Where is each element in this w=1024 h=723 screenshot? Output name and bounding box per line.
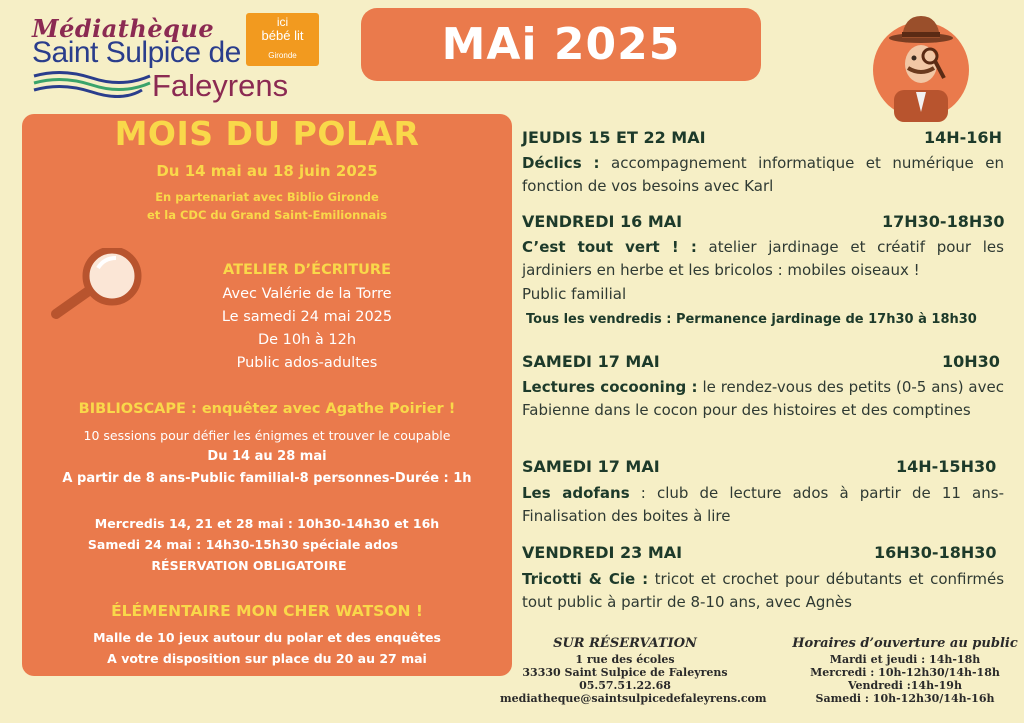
atelier-title: ATELIER D’ÉCRITURE: [222, 262, 392, 278]
event5-name: Tricotti & Cie :: [522, 570, 649, 588]
event3-name: Lectures cocooning :: [522, 378, 698, 396]
month-title-box: [361, 8, 761, 81]
partner-line2: et la CDC du Grand Saint-Emilionnais: [146, 208, 388, 222]
atelier-line: Avec Valérie de la Torre: [222, 286, 392, 302]
event1-day: JEUDIS 15 ET 22 MAI: [522, 128, 706, 147]
watson-line1: Malle de 10 jeux autour du polar et des enquêtes: [93, 630, 441, 645]
badge-line1: ici: [276, 15, 289, 29]
event1-time: 14H-16H: [924, 128, 1002, 147]
event4-day: SAMEDI 17 MAI: [522, 457, 660, 476]
biblioscape-dates: Du 14 au 28 mai: [207, 449, 327, 464]
event2-extra: Public familial: [522, 285, 627, 303]
mois-du-polar-panel: [22, 114, 512, 676]
event2-time: 17H30-18H30: [882, 212, 1005, 231]
reservation-city: 33330 Saint Sulpice de Faleyrens: [522, 666, 728, 679]
biblioscape-desc: 10 sessions pour défier les énigmes et trouver le coupable: [83, 428, 451, 443]
event2-text: [522, 236, 1004, 282]
event2-desc: atelier jardinage et créatif pour les jardiniers en herbe et les bricolos : mobiles oiseaux !: [522, 238, 1004, 279]
logo-waves-icon: [32, 70, 152, 98]
biblioscape-schedule2: Samedi 24 mai : 14h30-15h30 spéciale ados: [87, 537, 399, 552]
atelier-line: Le samedi 24 mai 2025: [221, 309, 393, 325]
logo-mediatheque: Médiathèque: [32, 14, 215, 43]
logo-saint-sulpice: Saint Sulpice de: [32, 36, 241, 69]
footer-reservation: [500, 636, 767, 705]
event2-name: C’est tout vert ! :: [522, 238, 697, 256]
hours-title: Horaires d’ouverture au public: [792, 636, 1018, 651]
ici-bebe-lit-badge: [246, 13, 319, 66]
event5-time: 16H30-18H30: [874, 543, 997, 562]
hours-line: Mardi et jeudi : 14h-18h: [829, 653, 981, 666]
logo-faleyrens: Faleyrens: [152, 68, 289, 103]
hours-line: Mercredi : 10h-12h30/14h-18h: [810, 666, 1000, 679]
event3-text: [522, 376, 1004, 422]
event4-name: Les adofans: [522, 484, 630, 502]
event5-desc: tricot et crochet pour débutants et confirmés tout public à partir de 8-10 ans, avec Agnès: [522, 570, 1005, 611]
watson-title: ÉLÉMENTAIRE MON CHER WATSON !: [111, 602, 423, 620]
badge-line2: bébé lit: [261, 28, 304, 43]
month-title: MAi 2025: [441, 19, 681, 70]
magnifying-glass-icon: [46, 248, 146, 328]
badge-line3: Gironde: [268, 51, 297, 60]
event1-desc: accompagnement informatique et numérique en fonction de vos besoins avec Karl: [522, 154, 1004, 195]
event2-note: Tous les vendredis : Permanence jardinage de 17h30 à 18h30: [526, 312, 977, 327]
reservation-obligatoire: RÉSERVATION OBLIGATOIRE: [151, 558, 347, 573]
polar-dates: Du 14 mai au 18 juin 2025: [156, 162, 378, 180]
atelier-line: De 10h à 12h: [257, 332, 357, 348]
event2-day: VENDREDI 16 MAI: [522, 212, 683, 231]
event4-text: [522, 482, 1004, 528]
biblioscape-schedule1: Mercredis 14, 21 et 28 mai : 10h30-14h30 et 16h: [94, 516, 440, 531]
reservation-title: SUR RÉSERVATION: [553, 636, 697, 651]
mois-du-polar-heading: MOIS DU POLAR: [114, 114, 420, 153]
event4-time: 14H-15H30: [896, 457, 997, 476]
event3-desc: le rendez-vous des petits (0-5 ans) avec Fabienne dans le cocon pour des histoires et des comptines: [522, 378, 1004, 419]
reservation-email[interactable]: mediatheque@saintsulpicedefaleyrens.com: [500, 692, 767, 705]
event4-desc: : club de lecture ados à partir de 11 ans-Finalisation des boites à lire: [522, 484, 1004, 525]
event1-name: Déclics :: [522, 154, 600, 172]
event3-day: SAMEDI 17 MAI: [522, 352, 660, 371]
hours-line: Samedi : 10h-12h30/14h-16h: [815, 692, 995, 705]
watson-line2: A votre disposition sur place du 20 au 27 mai: [107, 651, 427, 666]
detective-icon: [872, 12, 970, 122]
partner-line1: En partenariat avec Biblio Gironde: [155, 190, 379, 204]
footer-hours: [790, 636, 1020, 705]
hours-line: Vendredi :14h-19h: [848, 679, 962, 692]
event5-text: [522, 568, 1004, 614]
event1-text: [522, 152, 1004, 198]
reservation-phone: 05.57.51.22.68: [579, 679, 671, 692]
event5-day: VENDREDI 23 MAI: [522, 543, 683, 562]
reservation-address: 1 rue des écoles: [575, 653, 675, 666]
biblioscape-info: A partir de 8 ans-Public familial-8 personnes-Durée : 1h: [62, 471, 472, 486]
biblioscape-title: BIBLIOSCAPE : enquêtez avec Agathe Poirier !: [78, 401, 456, 417]
atelier-line: Public ados-adultes: [236, 355, 378, 371]
event3-time: 10H30: [942, 352, 1000, 371]
